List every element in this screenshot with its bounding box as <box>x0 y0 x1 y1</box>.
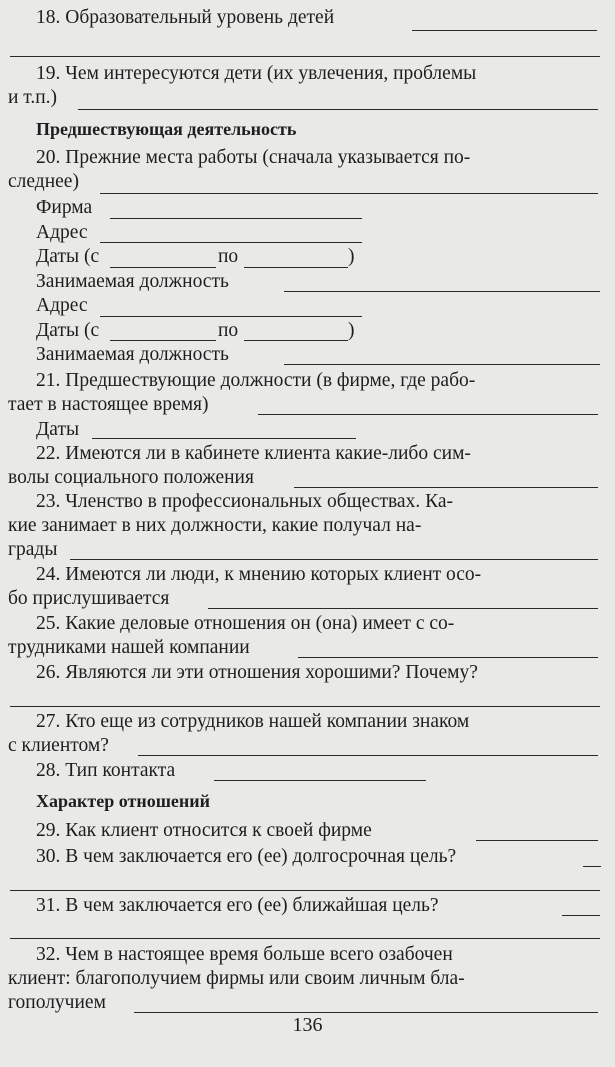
q29-text: 29. Как клиент относится к своей фирме <box>36 820 372 841</box>
q28-answer-line <box>214 780 426 781</box>
q21-dates-answer-line <box>92 438 356 439</box>
q22-answer-line <box>294 487 598 488</box>
section-heading-previous-activity: Предшествующая деятельность <box>36 119 297 139</box>
q32-text: 32. Чем в настоящее время больше всего озабочен <box>36 944 453 965</box>
date-from-line-2 <box>110 340 216 341</box>
dates-to-label-2: по <box>218 320 239 341</box>
q22-text-cont: волы социального положения <box>8 467 254 488</box>
q31-answer-line-2 <box>10 938 600 939</box>
dates-to-label-1: по <box>218 246 239 267</box>
q23-text-cont-2: грады <box>8 539 58 560</box>
q21-answer-line <box>258 414 598 415</box>
q18-answer-line <box>412 30 597 31</box>
q31-text: 31. В чем заключается его (ее) ближайшая цель? <box>36 895 439 916</box>
dates-close-2: ) <box>348 320 355 341</box>
q31-answer-line <box>562 915 600 916</box>
q21-text-cont: тает в настоящее время) <box>8 394 209 415</box>
q20-text-cont: следнее) <box>8 171 79 192</box>
q26-text: 26. Являются ли эти отношения хорошими? Почему? <box>36 662 478 683</box>
position-label-1: Занимаемая должность <box>36 271 229 292</box>
q26-answer-line <box>10 706 600 707</box>
q30-answer-line-2 <box>10 890 600 891</box>
dates-label-1: Даты (с <box>36 246 100 267</box>
q18-text: 18. Образовательный уровень детей <box>36 7 335 28</box>
page-number: 136 <box>292 1014 323 1036</box>
company-label: Фирма <box>36 197 93 218</box>
date-to-line-2 <box>244 340 348 341</box>
q18-answer-line-2 <box>10 56 600 57</box>
q19-text: 19. Чем интересуются дети (их увлечения, проблемы <box>36 63 477 84</box>
address-answer-line-1 <box>100 242 362 243</box>
section-heading-relationship: Характер отношений <box>36 791 210 811</box>
dates-close-1: ) <box>348 246 355 267</box>
q21-text: 21. Предшествующие должности (в фирме, где рабо- <box>36 370 476 391</box>
dates-label-2: Даты (с <box>36 320 100 341</box>
q20-text: 20. Прежние места работы (сначала указывается по- <box>36 147 471 168</box>
q23-text-cont: кие занимает в них должности, какие получал на- <box>8 515 422 536</box>
q24-text: 24. Имеются ли люди, к мнению которых клиент осо- <box>36 564 482 585</box>
address-answer-line-2 <box>100 316 362 317</box>
q22-text: 22. Имеются ли в кабинете клиента какие-либо сим- <box>36 443 471 464</box>
q25-answer-line <box>298 657 598 658</box>
q32-answer-line <box>134 1012 598 1013</box>
position-answer-line-2 <box>284 364 600 365</box>
q25-text: 25. Какие деловые отношения он (она) имеет с со- <box>36 613 455 634</box>
q27-text-cont: с клиентом? <box>8 735 109 756</box>
q19-text-cont: и т.п.) <box>8 87 58 108</box>
q32-text-cont-2: гополучием <box>8 992 106 1013</box>
address-label-2: Адрес <box>36 295 88 316</box>
q21-dates-label: Даты <box>36 419 80 440</box>
date-from-line-1 <box>110 267 216 268</box>
position-label-2: Занимаемая должность <box>36 344 229 365</box>
q29-answer-line <box>476 840 598 841</box>
q20-answer-line <box>100 193 598 194</box>
address-label-1: Адрес <box>36 222 88 243</box>
q28-text: 28. Тип контакта <box>36 760 176 781</box>
date-to-line-1 <box>244 267 348 268</box>
q27-text: 27. Кто еще из сотрудников нашей компании знаком <box>36 711 470 732</box>
q24-text-cont: бо прислушивается <box>8 588 170 609</box>
q32-text-cont: клиент: благополучием фирмы или своим личным бла- <box>8 968 465 989</box>
q23-answer-line <box>70 559 598 560</box>
q30-text: 30. В чем заключается его (ее) долгосрочная цель? <box>36 846 457 867</box>
q19-answer-line <box>78 109 598 110</box>
q27-answer-line <box>138 755 598 756</box>
q25-text-cont: трудниками нашей компании <box>8 637 250 658</box>
q30-answer-line <box>583 866 601 867</box>
company-answer-line <box>110 218 362 219</box>
q23-text: 23. Членство в профессиональных обществах. Ка- <box>36 491 453 512</box>
position-answer-line-1 <box>284 291 600 292</box>
q24-answer-line <box>208 608 598 609</box>
